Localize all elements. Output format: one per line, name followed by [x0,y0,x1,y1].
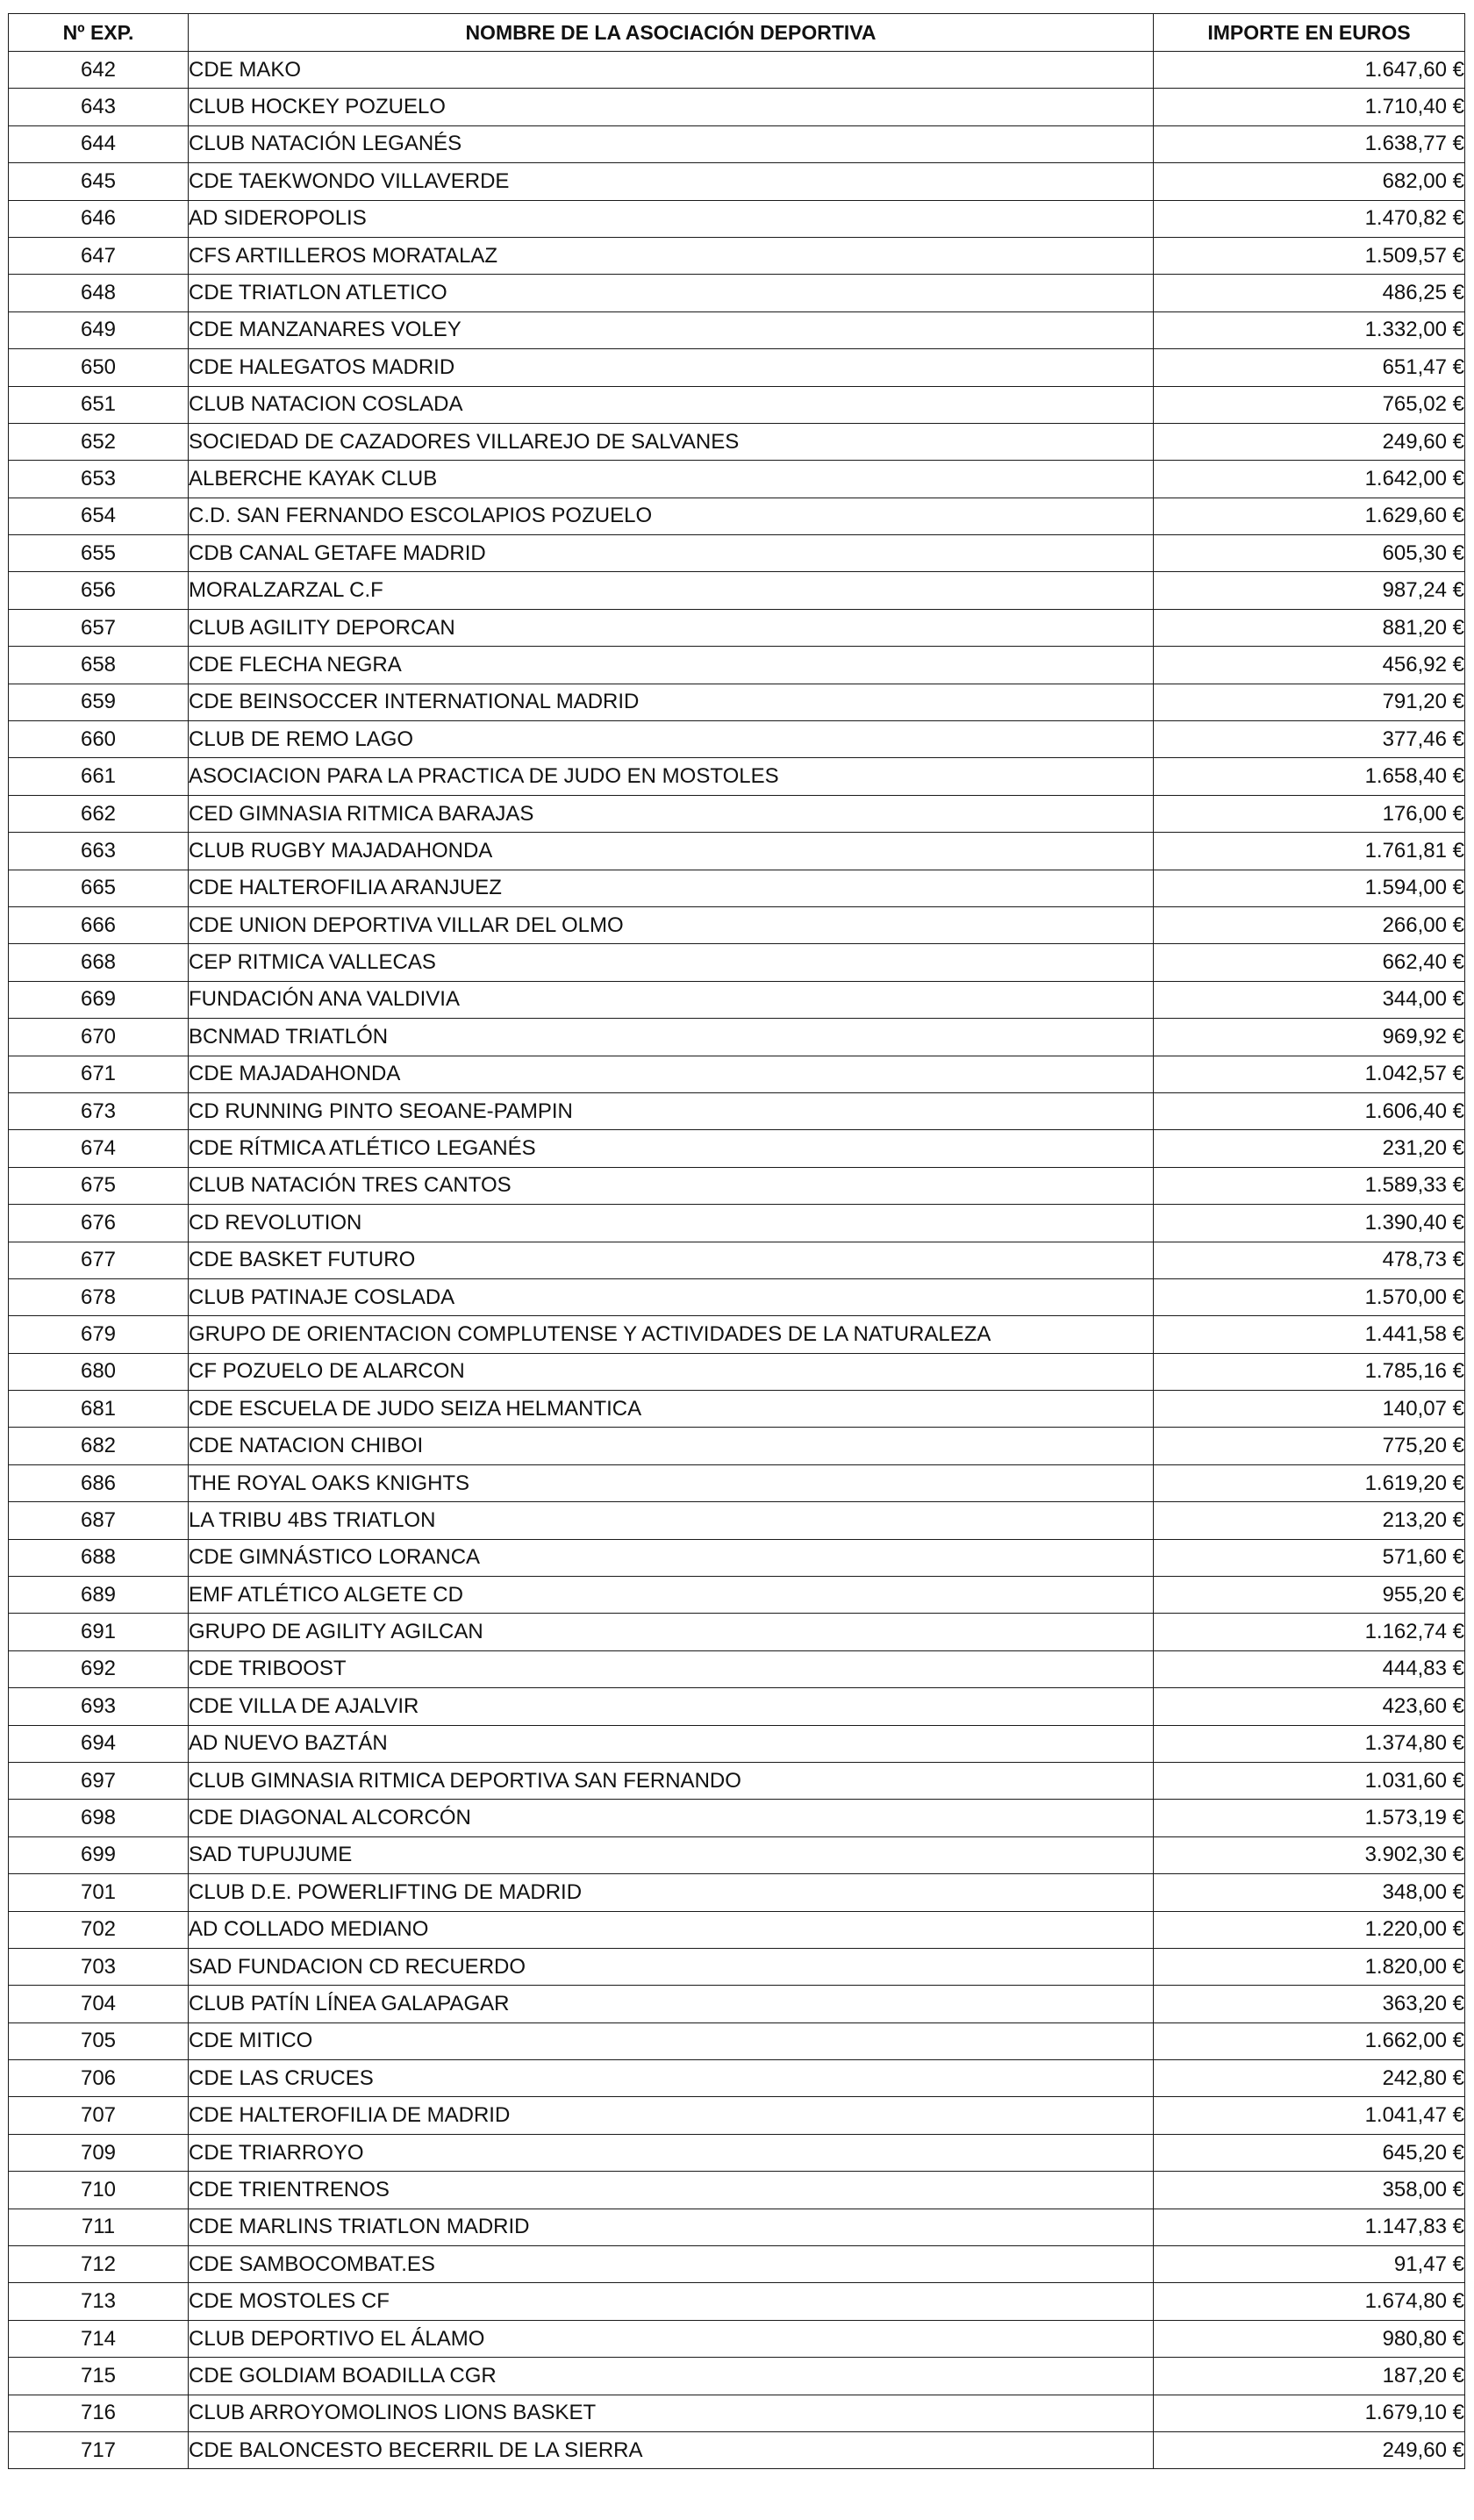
association-name-cell: LA TRIBU 4BS TRIATLON [189,1502,1154,1539]
table-row [9,870,1465,906]
table-row [9,2432,1465,2469]
exp-number-cell: 674 [9,1130,189,1167]
amount-cell: 571,60 € [1154,1539,1465,1576]
association-name-cell: CLUB AGILITY DEPORCAN [189,609,1154,646]
association-name-cell: CLUB NATACION COSLADA [189,386,1154,423]
exp-number-cell: 711 [9,2209,189,2245]
table-row [9,163,1465,200]
association-name-cell: CDE MARLINS TRIATLON MADRID [189,2209,1154,2245]
association-name-cell: FUNDACIÓN ANA VALDIVIA [189,981,1154,1018]
table-row [9,1056,1465,1092]
association-name-cell: CED GIMNASIA RITMICA BARAJAS [189,795,1154,832]
table-row [9,1762,1465,1799]
table-row [9,498,1465,534]
exp-number-cell: 692 [9,1650,189,1687]
table-row [9,2395,1465,2431]
association-name-cell: CDE UNION DEPORTIVA VILLAR DEL OLMO [189,906,1154,943]
association-name-cell: CLUB DEPORTIVO EL ÁLAMO [189,2320,1154,2357]
amount-cell: 1.589,33 € [1154,1167,1465,1204]
table-row [9,2283,1465,2320]
amount-cell: 363,20 € [1154,1986,1465,2022]
exp-number-cell: 669 [9,981,189,1018]
association-name-cell: CEP RITMICA VALLECAS [189,944,1154,981]
amount-cell: 344,00 € [1154,981,1465,1018]
amount-cell: 242,80 € [1154,2060,1465,2097]
association-name-cell: CDE BALONCESTO BECERRIL DE LA SIERRA [189,2432,1154,2469]
association-name-cell: CD RUNNING PINTO SEOANE-PAMPIN [189,1092,1154,1129]
table-row [9,52,1465,89]
exp-number-cell: 670 [9,1019,189,1056]
amount-cell: 1.761,81 € [1154,833,1465,870]
association-name-cell: CDE RÍTMICA ATLÉTICO LEGANÉS [189,1130,1154,1167]
exp-number-cell: 710 [9,2172,189,2209]
exp-number-cell: 665 [9,870,189,906]
exp-number-cell: 646 [9,200,189,237]
amount-cell: 662,40 € [1154,944,1465,981]
table-row [9,609,1465,646]
exp-number-cell: 656 [9,572,189,609]
amount-cell: 1.629,60 € [1154,498,1465,534]
table-row [9,1092,1465,1129]
table-row [9,2172,1465,2209]
table-row [9,647,1465,684]
table-row [9,795,1465,832]
exp-number-cell: 682 [9,1428,189,1464]
amount-cell: 605,30 € [1154,535,1465,572]
amount-cell: 1.509,57 € [1154,237,1465,274]
amount-cell: 1.470,82 € [1154,200,1465,237]
association-name-cell: CLUB GIMNASIA RITMICA DEPORTIVA SAN FERNANDO [189,1762,1154,1799]
exp-number-cell: 655 [9,535,189,572]
exp-number-cell: 709 [9,2134,189,2171]
amount-cell: 791,20 € [1154,684,1465,720]
amount-cell: 1.674,80 € [1154,2283,1465,2320]
exp-number-cell: 680 [9,1353,189,1390]
amount-cell: 1.570,00 € [1154,1278,1465,1315]
amount-cell: 478,73 € [1154,1242,1465,1278]
amount-cell: 1.638,77 € [1154,125,1465,162]
association-name-cell: CDE BEINSOCCER INTERNATIONAL MADRID [189,684,1154,720]
association-name-cell: ASOCIACION PARA LA PRACTICA DE JUDO EN MOSTOLES [189,758,1154,795]
amount-cell: 1.642,00 € [1154,461,1465,498]
exp-number-cell: 688 [9,1539,189,1576]
association-name-cell: CDE MITICO [189,2022,1154,2059]
table-row [9,721,1465,758]
table-row [9,1800,1465,1836]
amount-cell: 1.619,20 € [1154,1464,1465,1501]
association-name-cell: THE ROYAL OAKS KNIGHTS [189,1464,1154,1501]
exp-number-cell: 662 [9,795,189,832]
amount-cell: 1.647,60 € [1154,52,1465,89]
amount-cell: 187,20 € [1154,2358,1465,2395]
amount-cell: 348,00 € [1154,1874,1465,1911]
exp-number-cell: 704 [9,1986,189,2022]
amount-cell: 249,60 € [1154,2432,1465,2469]
amount-cell: 176,00 € [1154,795,1465,832]
exp-number-cell: 677 [9,1242,189,1278]
table-row [9,1911,1465,1948]
table-row [9,1242,1465,1278]
exp-number-cell: 663 [9,833,189,870]
association-name-cell: CDE TRIBOOST [189,1650,1154,1687]
amount-cell: 423,60 € [1154,1688,1465,1725]
exp-number-cell: 691 [9,1614,189,1650]
amount-cell: 1.332,00 € [1154,311,1465,348]
association-name-cell: CDE TRIATLON ATLETICO [189,275,1154,311]
table-row [9,2097,1465,2134]
association-name-cell: CLUB RUGBY MAJADAHONDA [189,833,1154,870]
table-row [9,1614,1465,1650]
table-row [9,1167,1465,1204]
amount-cell: 1.662,00 € [1154,2022,1465,2059]
amount-cell: 1.594,00 € [1154,870,1465,906]
association-name-cell: CLUB ARROYOMOLINOS LIONS BASKET [189,2395,1154,2431]
association-name-cell: CDE SAMBOCOMBAT.ES [189,2246,1154,2283]
association-name-cell: CDE TRIARROYO [189,2134,1154,2171]
header-exp-number: Nº EXP. [9,14,189,52]
amount-cell: 213,20 € [1154,1502,1465,1539]
association-name-cell: EMF ATLÉTICO ALGETE CD [189,1577,1154,1614]
amount-cell: 1.374,80 € [1154,1725,1465,1762]
amount-cell: 486,25 € [1154,275,1465,311]
table-row [9,89,1465,125]
exp-number-cell: 717 [9,2432,189,2469]
association-name-cell: AD NUEVO BAZTÁN [189,1725,1154,1762]
exp-number-cell: 645 [9,163,189,200]
exp-number-cell: 707 [9,2097,189,2134]
table-row [9,1948,1465,1985]
amount-cell: 231,20 € [1154,1130,1465,1167]
association-name-cell: CLUB DE REMO LAGO [189,721,1154,758]
exp-number-cell: 659 [9,684,189,720]
association-name-cell: CF POZUELO DE ALARCON [189,1353,1154,1390]
exp-number-cell: 701 [9,1874,189,1911]
table-row [9,2320,1465,2357]
association-name-cell: CLUB PATÍN LÍNEA GALAPAGAR [189,1986,1154,2022]
exp-number-cell: 715 [9,2358,189,2395]
exp-number-cell: 660 [9,721,189,758]
exp-number-cell: 651 [9,386,189,423]
amount-cell: 358,00 € [1154,2172,1465,2209]
association-name-cell: CLUB D.E. POWERLIFTING DE MADRID [189,1874,1154,1911]
amount-cell: 1.031,60 € [1154,1762,1465,1799]
association-name-cell: CDE GIMNÁSTICO LORANCA [189,1539,1154,1576]
exp-number-cell: 676 [9,1205,189,1242]
association-name-cell: CD REVOLUTION [189,1205,1154,1242]
table-row [9,1353,1465,1390]
association-name-cell: CDE LAS CRUCES [189,2060,1154,2097]
table-row [9,833,1465,870]
amount-cell: 1.220,00 € [1154,1911,1465,1948]
table-row [9,1539,1465,1576]
table-row [9,2209,1465,2245]
header-row [9,14,1465,52]
association-name-cell: CLUB HOCKEY POZUELO [189,89,1154,125]
table-row [9,1577,1465,1614]
association-name-cell: CDE FLECHA NEGRA [189,647,1154,684]
amount-cell: 1.573,19 € [1154,1800,1465,1836]
exp-number-cell: 705 [9,2022,189,2059]
amount-cell: 249,60 € [1154,423,1465,460]
table-row [9,1019,1465,1056]
amount-cell: 987,24 € [1154,572,1465,609]
exp-number-cell: 675 [9,1167,189,1204]
association-name-cell: CDE TAEKWONDO VILLAVERDE [189,163,1154,200]
amount-cell: 651,47 € [1154,349,1465,386]
association-name-cell: CDE DIAGONAL ALCORCÓN [189,1800,1154,1836]
association-name-cell: CDE MAJADAHONDA [189,1056,1154,1092]
association-name-cell: CDE HALTEROFILIA DE MADRID [189,2097,1154,2134]
amount-cell: 266,00 € [1154,906,1465,943]
exp-number-cell: 647 [9,237,189,274]
amount-cell: 1.785,16 € [1154,1353,1465,1390]
table-row [9,311,1465,348]
table-row [9,906,1465,943]
exp-number-cell: 689 [9,1577,189,1614]
table-row [9,125,1465,162]
amount-cell: 645,20 € [1154,2134,1465,2171]
association-name-cell: CDE MANZANARES VOLEY [189,311,1154,348]
table-row [9,1428,1465,1464]
exp-number-cell: 714 [9,2320,189,2357]
table-row [9,1278,1465,1315]
table-row [9,1391,1465,1428]
table-row [9,2022,1465,2059]
table-row [9,349,1465,386]
exp-number-cell: 661 [9,758,189,795]
grants-table [8,13,1465,2469]
association-name-cell: AD COLLADO MEDIANO [189,1911,1154,1948]
association-name-cell: CDE MOSTOLES CF [189,2283,1154,2320]
exp-number-cell: 687 [9,1502,189,1539]
exp-number-cell: 666 [9,906,189,943]
association-name-cell: CLUB NATACIÓN LEGANÉS [189,125,1154,162]
exp-number-cell: 699 [9,1836,189,1873]
exp-number-cell: 678 [9,1278,189,1315]
table-row [9,2134,1465,2171]
amount-cell: 377,46 € [1154,721,1465,758]
amount-cell: 91,47 € [1154,2246,1465,2283]
association-name-cell: CDB CANAL GETAFE MADRID [189,535,1154,572]
table-row [9,758,1465,795]
exp-number-cell: 716 [9,2395,189,2431]
exp-number-cell: 658 [9,647,189,684]
table-row [9,1130,1465,1167]
exp-number-cell: 693 [9,1688,189,1725]
amount-cell: 980,80 € [1154,2320,1465,2357]
table-row [9,461,1465,498]
amount-cell: 1.710,40 € [1154,89,1465,125]
association-name-cell: C.D. SAN FERNANDO ESCOLAPIOS POZUELO [189,498,1154,534]
association-name-cell: CDE VILLA DE AJALVIR [189,1688,1154,1725]
amount-cell: 444,83 € [1154,1650,1465,1687]
amount-cell: 1.042,57 € [1154,1056,1465,1092]
association-name-cell: CDE MAKO [189,52,1154,89]
table-row [9,1502,1465,1539]
table-row [9,2358,1465,2395]
exp-number-cell: 652 [9,423,189,460]
exp-number-cell: 650 [9,349,189,386]
table-row [9,386,1465,423]
exp-number-cell: 668 [9,944,189,981]
exp-number-cell: 653 [9,461,189,498]
amount-cell: 1.606,40 € [1154,1092,1465,1129]
exp-number-cell: 643 [9,89,189,125]
amount-cell: 1.679,10 € [1154,2395,1465,2431]
association-name-cell: CFS ARTILLEROS MORATALAZ [189,237,1154,274]
table-row [9,2060,1465,2097]
association-name-cell: CDE BASKET FUTURO [189,1242,1154,1278]
association-name-cell: CLUB PATINAJE COSLADA [189,1278,1154,1315]
exp-number-cell: 654 [9,498,189,534]
header-association-name: NOMBRE DE LA ASOCIACIÓN DEPORTIVA [189,14,1154,52]
exp-number-cell: 703 [9,1948,189,1985]
table-row [9,200,1465,237]
exp-number-cell: 673 [9,1092,189,1129]
exp-number-cell: 686 [9,1464,189,1501]
table-row [9,275,1465,311]
association-name-cell: AD SIDEROPOLIS [189,200,1154,237]
table-row [9,237,1465,274]
table-row [9,1986,1465,2022]
table-row [9,944,1465,981]
exp-number-cell: 697 [9,1762,189,1799]
association-name-cell: ALBERCHE KAYAK CLUB [189,461,1154,498]
table-row [9,1650,1465,1687]
table-body [9,52,1465,2469]
amount-cell: 1.390,40 € [1154,1205,1465,1242]
table-row [9,423,1465,460]
exp-number-cell: 702 [9,1911,189,1948]
association-name-cell: CDE NATACION CHIBOI [189,1428,1154,1464]
table-row [9,1725,1465,1762]
exp-number-cell: 648 [9,275,189,311]
exp-number-cell: 694 [9,1725,189,1762]
association-name-cell: CLUB NATACIÓN TRES CANTOS [189,1167,1154,1204]
association-name-cell: SOCIEDAD DE CAZADORES VILLAREJO DE SALVANES [189,423,1154,460]
exp-number-cell: 671 [9,1056,189,1092]
table-row [9,684,1465,720]
table-row [9,2246,1465,2283]
amount-cell: 955,20 € [1154,1577,1465,1614]
exp-number-cell: 649 [9,311,189,348]
amount-cell: 1.041,47 € [1154,2097,1465,2134]
amount-cell: 1.820,00 € [1154,1948,1465,1985]
association-name-cell: CDE GOLDIAM BOADILLA CGR [189,2358,1154,2395]
association-name-cell: SAD TUPUJUME [189,1836,1154,1873]
header-amount: IMPORTE EN EUROS [1154,14,1465,52]
association-name-cell: GRUPO DE AGILITY AGILCAN [189,1614,1154,1650]
table-row [9,1316,1465,1353]
exp-number-cell: 698 [9,1800,189,1836]
association-name-cell: CDE HALEGATOS MADRID [189,349,1154,386]
table-row [9,572,1465,609]
association-name-cell: CDE TRIENTRENOS [189,2172,1154,2209]
table-row [9,535,1465,572]
amount-cell: 1.441,58 € [1154,1316,1465,1353]
table-row [9,1205,1465,1242]
amount-cell: 1.162,74 € [1154,1614,1465,1650]
exp-number-cell: 681 [9,1391,189,1428]
amount-cell: 775,20 € [1154,1428,1465,1464]
table-row [9,1688,1465,1725]
exp-number-cell: 657 [9,609,189,646]
exp-number-cell: 644 [9,125,189,162]
table-row [9,1464,1465,1501]
amount-cell: 765,02 € [1154,386,1465,423]
amount-cell: 3.902,30 € [1154,1836,1465,1873]
amount-cell: 1.147,83 € [1154,2209,1465,2245]
amount-cell: 682,00 € [1154,163,1465,200]
exp-number-cell: 713 [9,2283,189,2320]
amount-cell: 456,92 € [1154,647,1465,684]
amount-cell: 1.658,40 € [1154,758,1465,795]
exp-number-cell: 642 [9,52,189,89]
association-name-cell: BCNMAD TRIATLÓN [189,1019,1154,1056]
exp-number-cell: 712 [9,2246,189,2283]
amount-cell: 140,07 € [1154,1391,1465,1428]
exp-number-cell: 679 [9,1316,189,1353]
association-name-cell: SAD FUNDACION CD RECUERDO [189,1948,1154,1985]
association-name-cell: CDE HALTEROFILIA ARANJUEZ [189,870,1154,906]
association-name-cell: MORALZARZAL C.F [189,572,1154,609]
table-row [9,1874,1465,1911]
amount-cell: 969,92 € [1154,1019,1465,1056]
association-name-cell: GRUPO DE ORIENTACION COMPLUTENSE Y ACTIVIDADES DE LA NATURALEZA [189,1316,1154,1353]
table-row [9,981,1465,1018]
amount-cell: 881,20 € [1154,609,1465,646]
table-row [9,1836,1465,1873]
exp-number-cell: 706 [9,2060,189,2097]
association-name-cell: CDE ESCUELA DE JUDO SEIZA HELMANTICA [189,1391,1154,1428]
